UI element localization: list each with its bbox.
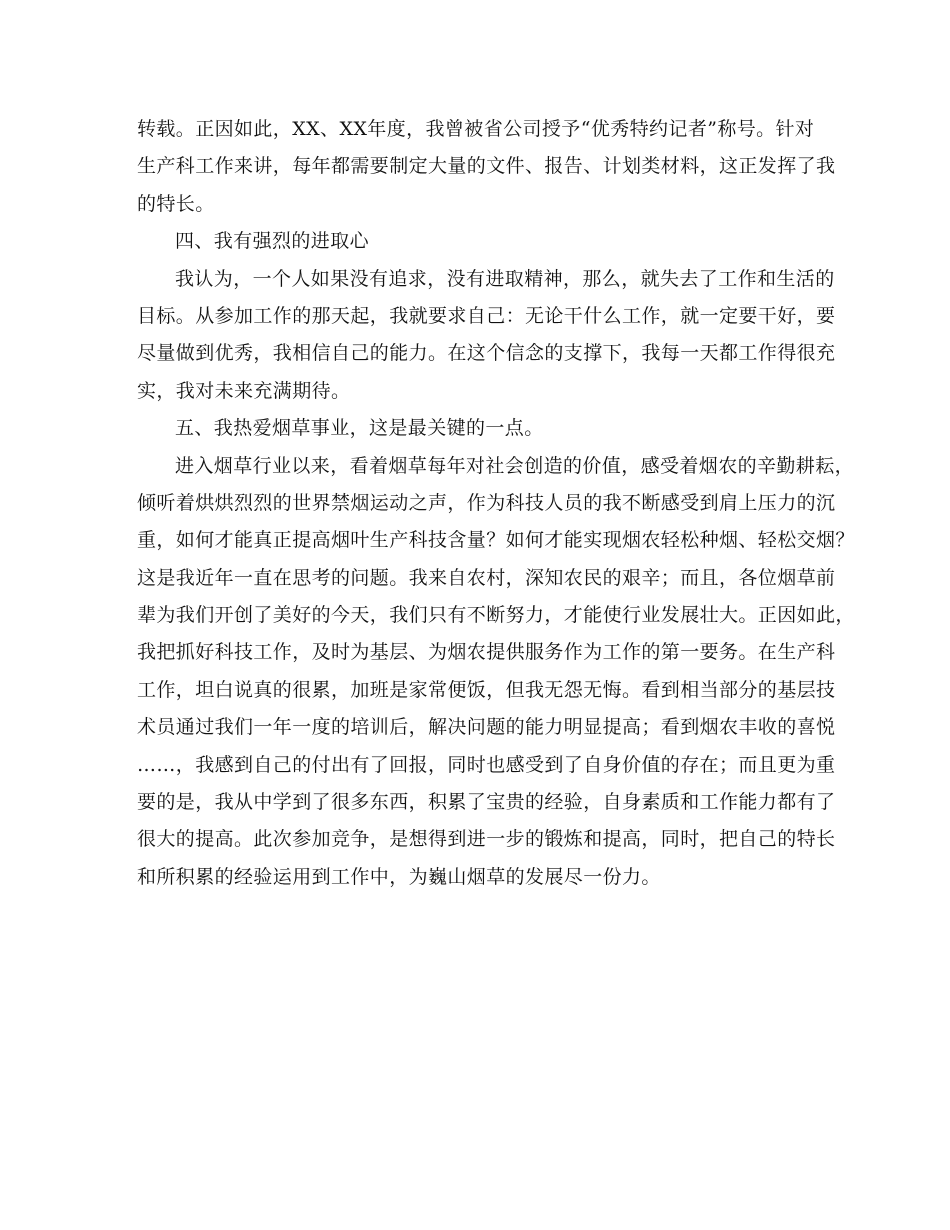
paragraph-line: 重，如何才能真正提高烟叶生产科技含量？如何才能实现烟农轻松种烟、轻松交烟？ (137, 529, 855, 552)
paragraph-line: 很大的提高。此次参加竞争，是想得到进一步的锻炼和提高，同时，把自己的特长 (137, 828, 836, 851)
paragraph-line: 我把抓好科技工作，及时为基层、为烟农提供服务作为工作的第一要务。在生产科 (137, 641, 836, 664)
section-heading-5: 五、我热爱烟草事业，这是最关键的一点。 (175, 417, 544, 440)
paragraph-line: 进入烟草行业以来，看着烟草每年对社会创造的价值，感受着烟农的辛勤耕耘， (175, 454, 855, 477)
paragraph-line: 工作，坦白说真的很累，加班是家常便饭，但我无怨无悔。看到相当部分的基层技 (137, 678, 836, 701)
paragraph-2 (137, 261, 836, 411)
document-body (137, 111, 855, 896)
paragraph-line: 的特长。 (137, 192, 215, 215)
paragraph-3 (137, 448, 855, 897)
paragraph-line: 我认为，一个人如果没有追求，没有进取精神，那么，就失去了工作和生活的 (175, 267, 835, 290)
paragraph-line: 倾听着烘烘烈烈的世界禁烟运动之声，作为科技人员的我不断感受到肩上压力的沉 (137, 491, 836, 514)
paragraph-line: 目标。从参加工作的那天起，我就要求自己：无论干什么工作，就一定要干好，要 (137, 304, 836, 327)
section-heading-4: 四、我有强烈的进取心 (175, 230, 370, 253)
paragraph-line: ……，我感到自己的付出有了回报，同时也感受到了自身价值的存在；而且更为重 (137, 753, 836, 776)
paragraph-1 (137, 111, 836, 223)
paragraph-line: 辈为我们开创了美好的今天，我们只有不断努力，才能使行业发展壮大。正因如此， (137, 604, 855, 627)
paragraph-line: 这是我近年一直在思考的问题。我来自农村，深知农民的艰辛；而且，各位烟草前 (137, 566, 836, 589)
paragraph-line: 要的是，我从中学到了很多东西，积累了宝贵的经验，自身素质和工作能力都有了 (137, 791, 836, 814)
paragraph-line: 术员通过我们一年一度的培训后，解决问题的能力明显提高；看到烟农丰收的喜悦 (137, 716, 836, 739)
paragraph-line: 转载。正因如此，XX、XX年度，我曾被省公司授予“优秀特约记者”称号。针对 (137, 118, 815, 140)
paragraph-line: 生产科工作来讲，每年都需要制定大量的文件、报告、计划类材料，这正发挥了我 (137, 155, 836, 178)
paragraph-line: 尽量做到优秀，我相信自己的能力。在这个信念的支撑下，我每一天都工作得很充 (137, 342, 836, 365)
paragraph-line: 和所积累的经验运用到工作中，为巍山烟草的发展尽一份力。 (137, 865, 661, 888)
paragraph-line: 实，我对未来充满期待。 (137, 379, 351, 402)
